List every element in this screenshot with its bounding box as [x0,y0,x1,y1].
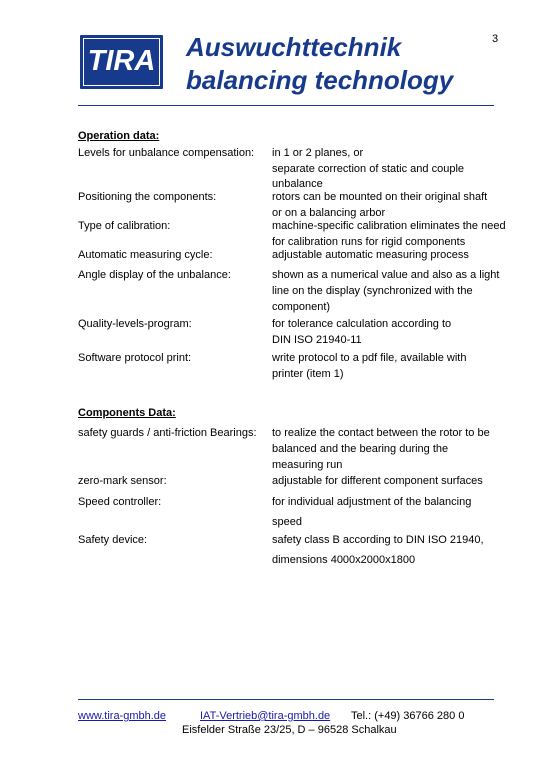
website-link[interactable]: www.tira-gmbh.de [78,710,167,722]
operation-data-value [272,190,514,221]
components-data-heading: Components Data: [78,407,176,419]
operation-data-value-line: unbalance [272,178,323,190]
operation-data-value-line: component) [272,301,331,313]
operation-data-label: Quality-levels-program: [78,318,192,330]
operation-data-value-line: write protocol to a pdf file, available with [272,352,467,364]
operation-data-heading: Operation data: [78,130,160,142]
brand-title-de: Auswuchttechnik [186,32,402,62]
operation-data-value-line: or on a balancing arbor [272,206,386,219]
operation-data-value-line: DIN ISO 21940-11 [272,334,362,346]
operation-data-value [272,267,514,315]
operation-data-value-line: separate correction of static and couple [272,162,465,175]
operation-data-value [272,146,514,193]
components-data-value-line: dimensions 4000x2000x1800 [272,554,416,566]
operation-data-label: Automatic measuring cycle: [78,249,213,261]
components-data-value-line: for individual adjustment of the balancing [272,496,472,508]
components-data-value-line: balanced and the bearing during the [272,443,449,455]
components-data-label: Safety device: [78,534,148,546]
operation-data-value [272,316,514,348]
components-data-label: zero-mark sensor: [78,475,167,487]
operation-data-value-line: for calibration runs for rigid components [272,235,466,248]
components-data-value [272,492,514,532]
email-link[interactable]: IAT-Vertrieb@tira-gmbh.de [200,710,331,722]
operation-data-value-line: machine-specific calibration eliminates the need [272,220,506,232]
components-data-label: Speed controller: [78,496,162,508]
components-data-value-line: safety class B according to DIN ISO 21940, [272,534,484,546]
company-logo [80,35,163,89]
operation-data-value-line: adjustable automatic measuring process [272,249,469,261]
components-data-value [272,530,514,570]
phone-number: Tel.: (+49) 36766 280 0 [351,710,465,722]
operation-data-label: Positioning the components: [78,191,217,203]
page-number: 3 [492,33,499,45]
address: Eisfelder Straße 23/25, D – 96528 Schalkau [182,724,397,736]
components-data-value-line: speed [272,516,302,528]
operation-data-value-line: line on the display (synchronized with the [272,285,473,297]
operation-data-value [272,350,514,382]
components-data-label: safety guards / anti-friction Bearings: [78,427,257,439]
operation-data-value-line: rotors can be mounted on their original shaft [272,191,488,203]
components-data-value-line: measuring run [272,459,343,471]
brand-title-en: balancing technology [186,65,454,95]
operation-data-value-line: for tolerance calculation according to [272,318,452,330]
operation-data-label: Type of calibration: [78,220,171,232]
components-data-value-line: adjustable for different component surfaces [272,475,483,487]
operation-data-value [272,248,514,264]
logo-text: TIRA [87,45,156,77]
operation-data-value-line: shown as a numerical value and also as a light [272,269,500,281]
header-divider [78,105,494,106]
operation-data-value-line: in 1 or 2 planes, or [272,147,364,159]
operation-data-label: Levels for unbalance compensation: [78,147,255,159]
operation-data-label: Angle display of the unbalance: [78,269,231,281]
operation-data-value [272,219,514,250]
components-data-value-line: to realize the contact between the rotor to be [272,427,490,439]
components-data-value [272,425,514,473]
footer-divider [78,699,494,700]
operation-data-label: Software protocol print: [78,352,192,364]
operation-data-value-line: printer (item 1) [272,368,344,380]
components-data-value [272,473,514,489]
